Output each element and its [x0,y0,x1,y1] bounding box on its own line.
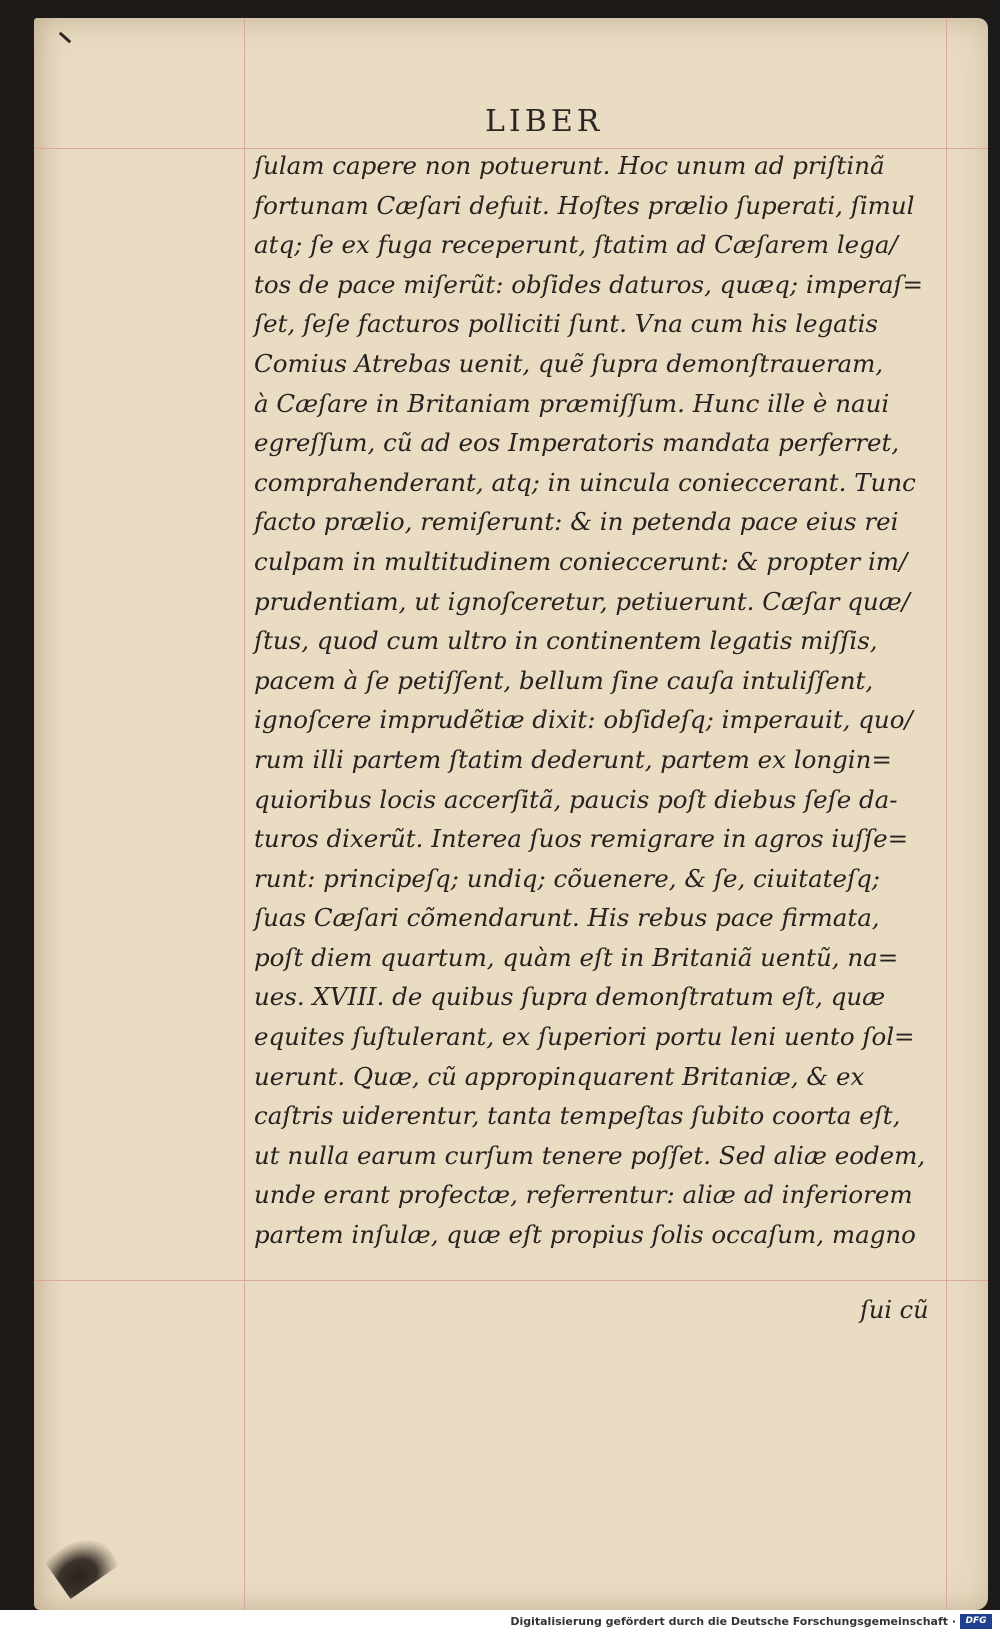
text-line: quioribus locis accerſitã, paucis poſt diebus ſeſe da- [254,784,898,814]
text-line: egreſſum, cũ ad eos Imperatoris mandata perferret, [254,428,900,458]
text-line: pacem à ſe petiſſent, bellum ſine cauſa intuliſſent, [254,665,874,695]
body-text [254,146,946,1255]
text-line: unde erant profectæ, referrentur: aliæ ad inferiorem [254,1180,913,1210]
text-line: facto prælio, remiſerunt: & in petenda pace eius rei [254,507,899,537]
bottom-margin-rule [34,1280,988,1281]
text-line: rum illi partem ſtatim dederunt, partem ex longin= [254,744,892,774]
text-line: atq; ſe ex fuga receperunt, ſtatim ad Cæſarem lega/ [254,230,898,260]
funding-footer [0,1610,1000,1632]
right-margin-rule [946,18,947,1610]
text-line: ſulam capere non potuerunt. Hoc unum ad priſtinã [254,151,885,180]
running-head: LIBER [485,104,604,139]
funding-credit: Digitalisierung gefördert durch die Deutsche Forschungsgemeinschaft · [510,1615,956,1628]
text-line: partem inſulæ, quæ eſt propius ſolis occaſum, magno [254,1220,916,1250]
text-line: poſt diem quartum, quàm eſt in Britaniã uentũ, na= [254,942,899,972]
text-line: à Cæſare in Britaniam præmiſſum. Hunc ille è naui [254,388,890,418]
text-line: ſet, ſeſe facturos polliciti ſunt. Vna cum his legatis [254,309,879,339]
text-line: ſtus, quod cum ultro in continentem legatis miſſis, [254,626,878,656]
text-line: tos de pace miſerũt: obſides daturos, quæq; imperaſ= [254,269,924,299]
text-line: runt: principeſq; undiq; cõuenere, & ſe, ciuitateſq; [254,863,881,893]
text-line: prudentiam, ut ignoſceretur, petiuerunt. Cæſar quæ/ [254,586,910,616]
left-margin-rule [244,18,245,1610]
text-line: comprahenderant, atq; in uincula conieccerant. Tunc [254,467,916,497]
text-line: Comius Atrebas uenit, quẽ ſupra demonſtraueram, [254,348,884,378]
text-line: fortunam Cæſari defuit. Hoſtes prælio ſuperati, ſimul [254,190,915,220]
text-line: ues. XVIII. de quibus ſupra demonſtratum eſt, quæ [254,982,886,1012]
text-line: uerunt. Quæ, cũ appropinquarent Britaniæ, & ex [254,1061,865,1091]
text-line: caſtris uiderentur, tanta tempeſtas ſubito coorta eſt, [254,1101,901,1131]
text-line: turos dixerũt. Interea ſuos remigrare in agros iuſſe= [254,824,909,854]
text-line: equites ſuſtulerant, ex ſuperiori portu leni uento ſol= [254,1022,915,1052]
catchword: ſui cũ [860,1296,929,1324]
text-line: ſuas Cæſari cõmendarunt. His rebus pace firmata, [254,903,880,933]
dfg-logo: DFG [960,1614,992,1629]
text-line: culpam in multitudinem conieccerunt: & propter im/ [254,546,908,576]
text-line: ignoſcere imprudẽtiæ dixit: obſideſq; imperauit, quo/ [254,705,913,735]
text-line: ut nulla earum curſum tenere poſſet. Sed aliæ eodem, [254,1140,926,1170]
